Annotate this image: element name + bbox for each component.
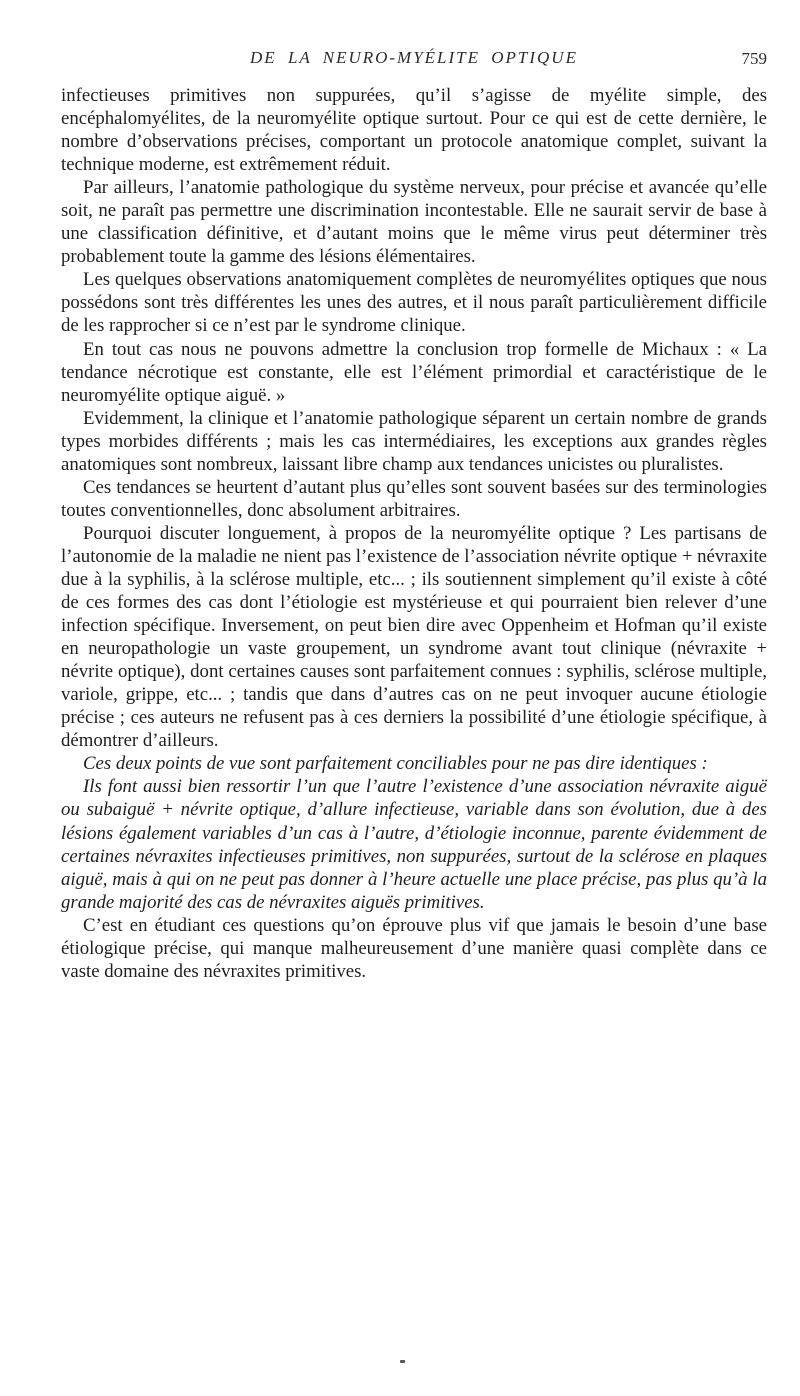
body-text	[61, 84, 767, 983]
paragraph: Par ailleurs, l’anatomie pathologique du système nerveux, pour précise et avancée qu’elle soit, ne paraît pas permettre une discrimination incontestable. Elle ne saurait servir de base à une classification définitive, et d’autant moins que le même virus peut déterminer très probablement toute la gamme des lésions élémentaires.	[61, 177, 767, 268]
paragraph: C’est en étudiant ces questions qu’on éprouve plus vif que jamais le besoin d’une base étiologique précise, qui manque malheureusement d’une manière quasi complète dans ce vaste domaine des névraxites primitives.	[61, 914, 767, 982]
paragraph: Pourquoi discuter longuement, à propos de la neuromyélite optique ? Les partisans de l’autonomie de la maladie ne nient pas l’existence de l’association névrite optique + névraxite due à la syphilis, à la sclérose multiple, etc... ; ils soutiennent simplement qu’il existe à côté de ces formes des cas dont l’étiologie est mystérieuse et qui pourraient bien relever d’une infection spécifique. Inversement, on peut bien dire avec Oppenheim et Hofman qu’il existe en neuropathologie un vaste groupement, un syndrome avant tout clinique (névraxite + névrite optique), dont certaines causes sont parfaitement connues : syphilis, sclérose multiple, variole, grippe, etc... ; tandis que dans d’autres cas on ne peut invoquer aucune étiologie précise ; ces auteurs ne refusent pas à ces derniers la possibilité d’une étiologie spécifique, à démontrer d’ailleurs.	[61, 522, 767, 752]
italic-paragraph: Ils font aussi bien ressortir l’un que l’autre l’existence d’une association névraxite aiguë ou subaiguë + névrite optique, d’allure infectieuse, variable dans son évolution, due à des lésions également variables d’un cas à l’autre, d’étiologie inconnue, parente évidemment de certaines névraxites infectieuses primitives, non suppurées, surtout de la sclérose en plaques aiguë, mais à qui on ne peut pas donner à l’heure actuelle une place précise, pas plus qu’à la grande majorité des cas de névraxites aiguës primitives.	[61, 776, 767, 913]
paragraph: Evidemment, la clinique et l’anatomie pathologique séparent un certain nombre de grands types morbides différents ; mais les cas intermédiaires, les exceptions aux grandes règles anatomiques sont nombreux, laissant libre champ aux tendances unicistes ou pluralistes.	[61, 407, 767, 475]
paragraph: En tout cas nous ne pouvons admettre la conclusion trop formelle de Michaux : « La tendance nécrotique est constante, elle est l’élément primordial et caractéristique de le neuromyélite optique aiguë. »	[61, 338, 767, 406]
paragraph: Les quelques observations anatomiquement complètes de neuromyélites optiques que nous possédons sont très différentes les unes des autres, et il nous paraît particulièrement difficile de les rapprocher si ce n’est par le syndrome clinique.	[61, 269, 767, 337]
print-speck	[400, 1360, 405, 1363]
paragraph: infectieuses primitives non suppurées, qu’il s’agisse de myélite simple, des encéphalomyélites, de la neuromyélite optique surtout. Pour ce qui est de cette dernière, le nombre d’observations précises, comportant un protocole anatomique complet, suivant la technique moderne, est extrêmement réduit.	[61, 85, 767, 176]
page-number: 759	[741, 49, 767, 68]
running-title: DE LA NEURO-MYÉLITE OPTIQUE	[250, 48, 578, 67]
paragraph: Ces tendances se heurtent d’autant plus qu’elles sont souvent basées sur des terminologies toutes conventionnelles, donc absolument arbitraires.	[61, 476, 767, 521]
italic-paragraph: Ces deux points de vue sont parfaitement conciliables pour ne pas dire identiques :	[83, 753, 708, 775]
running-header	[61, 46, 767, 76]
